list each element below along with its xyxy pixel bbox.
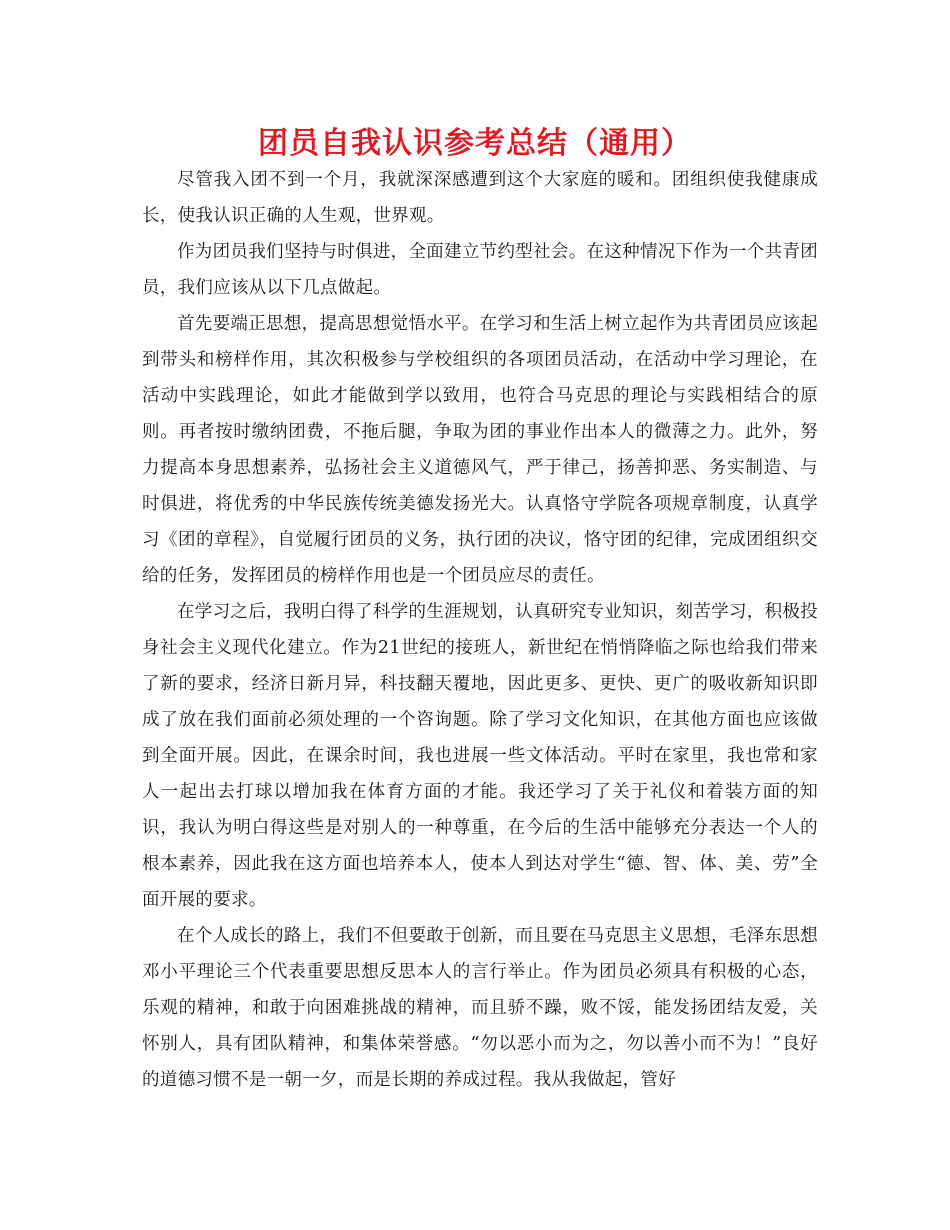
document-body [142,162,818,1098]
paragraph-4: 在学习之后，我明白得了科学的生涯规划，认真研究专业知识，刻苦学习，积极投身社会主义现代化建立。作为21世纪的接班人，新世纪在悄悄降临之际也给我们带来了新的要求，经济日新月异，科技翻天覆地，因此更多、更快、更广的吸收新知识即成了放在我们面前必须处理的一个咨询题。除了学习文化知识，在其他方面也应该做到全面开展。因此，在课余时间，我也进展一些文体活动。平时在家里，我也常和家人一起出去打球以增加我在体育方面的才能。我还学习了关于礼仪和着装方面的知识，我认为明白得这些是对别人的一种尊重，在今后的生活中能够充分表达一个人的根本素养，因此我在这方面也培养本人，使本人到达对学生“德、智、体、美、劳”全面开展的要求。 [142,602,818,910]
paragraph-5: 在个人成长的路上，我们不但要敢于创新，而且要在马克思主义思想，毛泽东思想邓小平理论三个代表重要思想反思本人的言行举止。作为团员必须具有积极的心态，乐观的精神，和敢于向困难挑战的精神，而且骄不躁，败不馁，能发扬团结友爱，关怀别人，具有团队精神，和集体荣誉感。“勿以恶小而为之，勿以善小而不为！”良好的道德习惯不是一朝一夕，而是长期的养成过程。我从我做起，管好 [142,926,818,1090]
document-title: 团员自我认识参考总结（通用） [258,126,692,161]
paragraph-2: 作为团员我们坚持与时俱进，全面建立节约型社会。在这种情况下作为一个共青团员，我们应该从以下几点做起。 [142,242,818,298]
paragraph-3: 首先要端正思想，提高思想觉悟水平。在学习和生活上树立起作为共青团员应该起到带头和榜样作用，其次积极参与学校组织的各项团员活动，在活动中学习理论，在活动中实践理论，如此才能做到学以致用，也符合马克思的理论与实践相结合的原则。再者按时缴纳团费，不拖后腿，争取为团的事业作出本人的微薄之力。此外，努力提高本身思想素养，弘扬社会主义道德风气，严于律己，扬善抑恶、务实制造、与时俱进，将优秀的中华民族传统美德发扬光大。认真恪守学院各项规章制度，认真学习《团的章程》，自觉履行团员的义务，执行团的决议，恪守团的纪律，完成团组织交给的任务，发挥团员的榜样作用也是一个团员应尽的责任。 [142,314,818,586]
paragraph-1: 尽管我入团不到一个月，我就深深感遭到这个大家庭的暖和。团组织使我健康成长，使我认识正确的人生观，世界观。 [142,170,818,226]
